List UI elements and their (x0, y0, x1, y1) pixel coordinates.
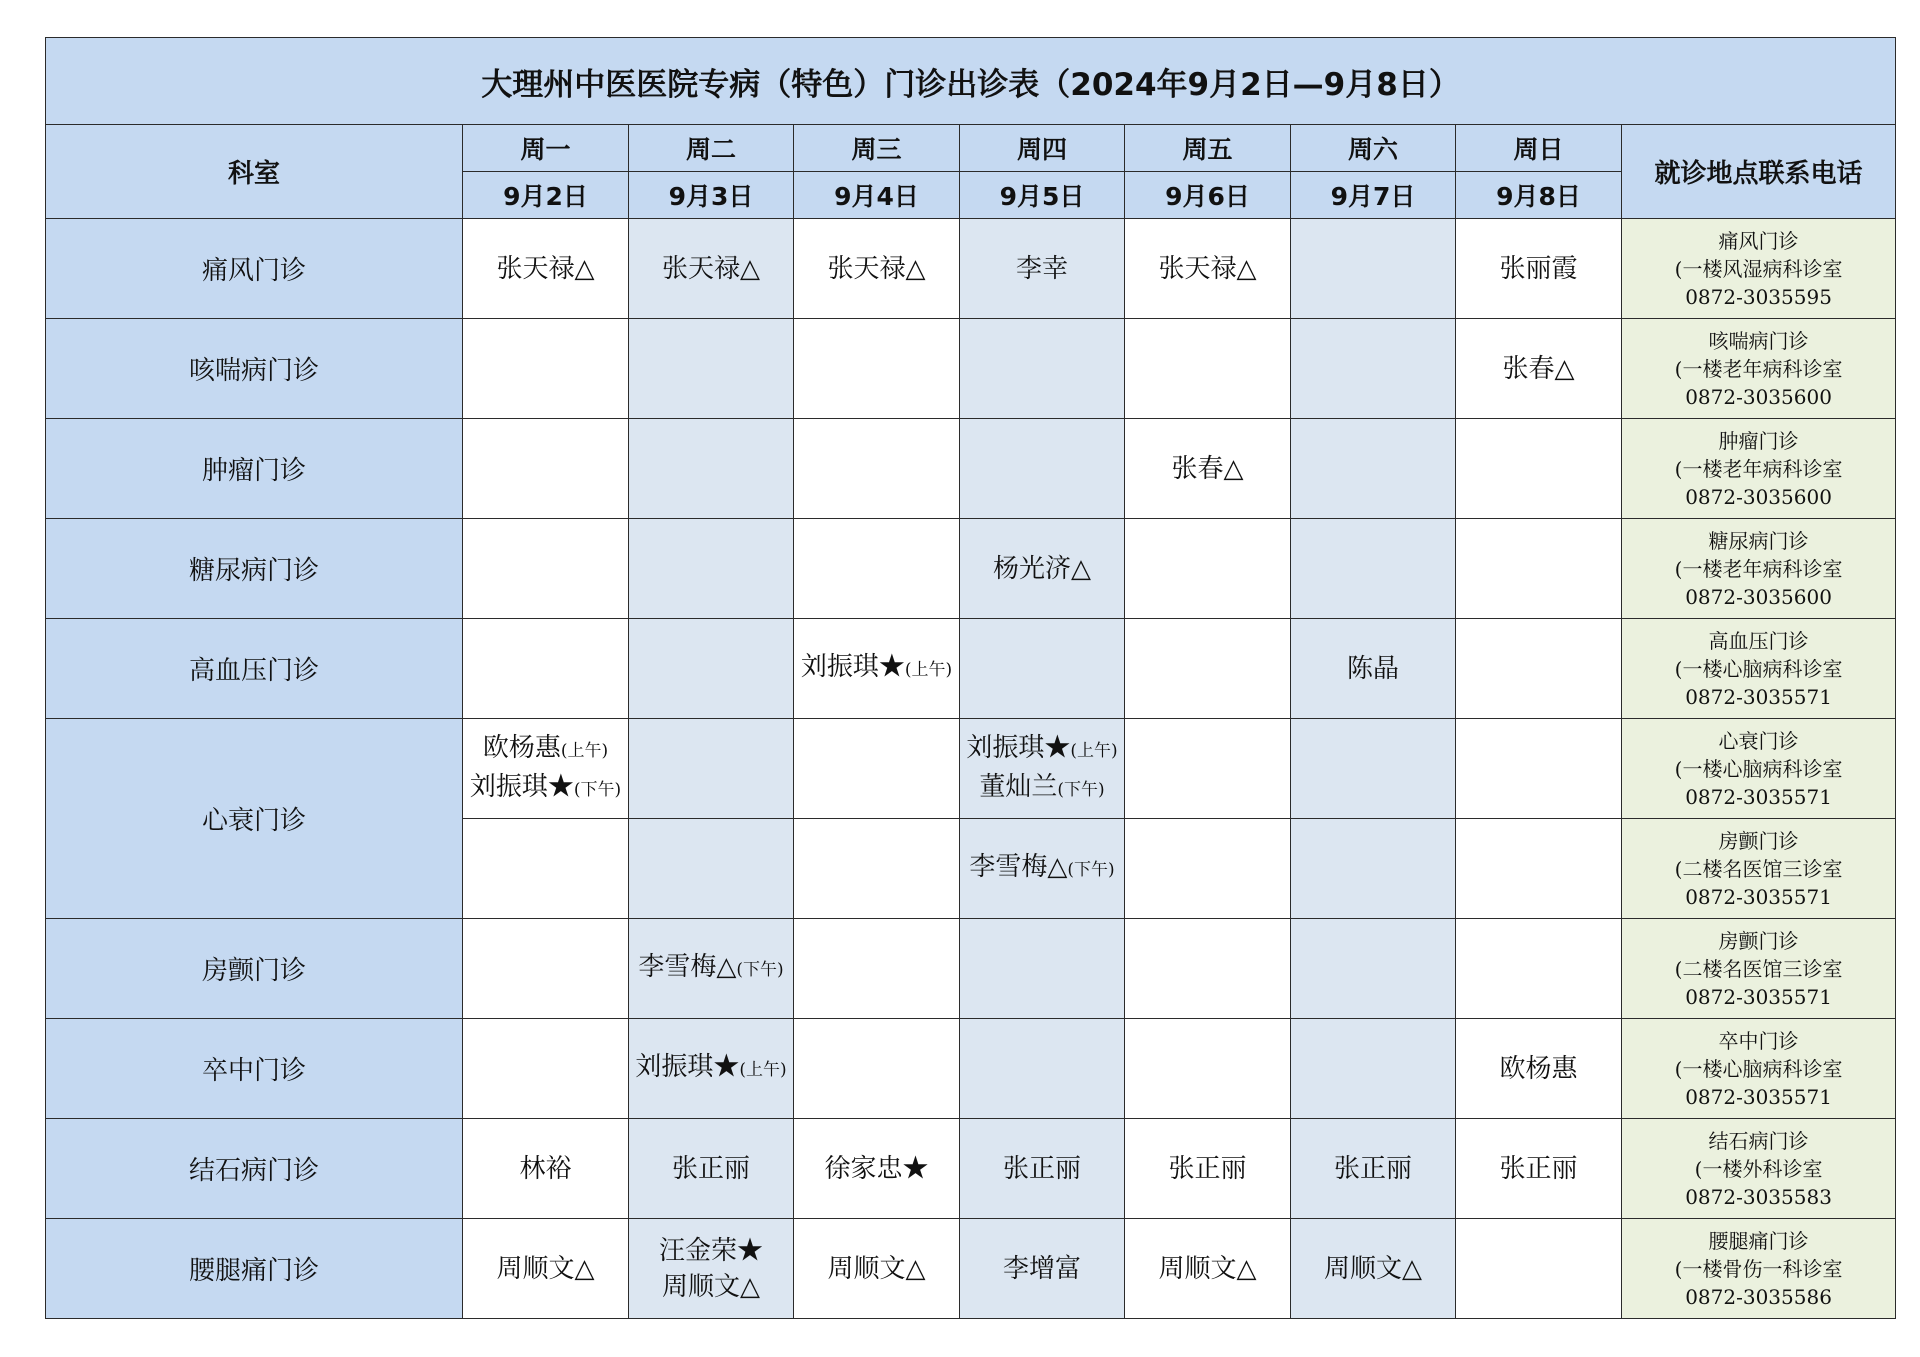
doctor-name: 周顺文△ (827, 1253, 926, 1284)
contact-line: 房颤门诊 (1718, 828, 1799, 853)
contact-line: 0872-3035571 (1685, 684, 1832, 709)
contact-cell (1622, 719, 1896, 819)
header-day: 周一 (463, 125, 629, 172)
schedule-cell (1456, 1119, 1622, 1219)
contact-line: 腰腿痛门诊 (1708, 1228, 1809, 1253)
contact-line: 痛风门诊 (1718, 228, 1799, 253)
table-row (46, 1119, 1896, 1219)
schedule-cell (1456, 819, 1622, 919)
doctor-name: 李幸 (1015, 253, 1068, 284)
schedule-cell (1125, 619, 1291, 719)
session-note: (上午) (739, 1060, 787, 1080)
schedule-cell (1125, 919, 1291, 1019)
doctor-name: 刘振琪★(上午) (966, 732, 1118, 763)
doctor-name: 张正丽 (671, 1153, 750, 1184)
schedule-cell (1291, 619, 1456, 719)
schedule-cell (960, 819, 1125, 919)
doctor-name: 李增富 (1002, 1253, 1081, 1284)
doctor-name: 张天禄△ (662, 253, 760, 284)
session-note: (下午) (1067, 860, 1115, 880)
header-day: 周三 (794, 125, 960, 172)
doctor-name: 张正丽 (1002, 1153, 1081, 1184)
dept-cell: 高血压门诊 (46, 619, 463, 719)
dept-cell: 房颤门诊 (46, 919, 463, 1019)
schedule-cell (629, 919, 794, 1019)
schedule-cell (1291, 419, 1456, 519)
contact-cell (1622, 819, 1896, 919)
doctor-name: 张春△ (1502, 353, 1575, 384)
contact-line: 0872-3035600 (1685, 484, 1832, 509)
contact-line: (一楼老年病科诊室 (1674, 356, 1843, 381)
header-contact: 就诊地点联系电话 (1622, 125, 1896, 219)
contact-line: (一楼老年病科诊室 (1674, 456, 1843, 481)
contact-line: (一楼心脑病科诊室 (1674, 1056, 1843, 1081)
session-note: (下午) (736, 960, 784, 980)
schedule-cell (463, 819, 629, 919)
schedule-cell (1456, 1019, 1622, 1119)
schedule-cell (1125, 1219, 1291, 1319)
schedule-cell (960, 1219, 1125, 1319)
schedule-cell (1456, 319, 1622, 419)
schedule-cell (794, 719, 960, 819)
schedule-cell (629, 619, 794, 719)
session-note: (下午) (573, 779, 622, 800)
contact-cell (1622, 219, 1896, 319)
contact-line: 肿瘤门诊 (1718, 428, 1799, 453)
header-date: 9月6日 (1125, 172, 1291, 219)
table-row (46, 619, 1896, 719)
schedule-cell (463, 719, 629, 819)
schedule-cell (1125, 319, 1291, 419)
schedule-cell (960, 619, 1125, 719)
contact-line: 0872-3035571 (1685, 984, 1832, 1009)
contact-cell (1622, 419, 1896, 519)
dept-cell: 心衰门诊 (46, 719, 463, 919)
contact-line: (一楼心脑病科诊室 (1674, 756, 1843, 781)
contact-line: 房颤门诊 (1718, 928, 1799, 953)
schedule-cell (1125, 819, 1291, 919)
doctor-name: 陈晶 (1346, 653, 1399, 684)
contact-line: (一楼老年病科诊室 (1674, 556, 1843, 581)
schedule-cell (463, 519, 629, 619)
schedule-cell (1456, 919, 1622, 1019)
dept-cell: 肿瘤门诊 (46, 419, 463, 519)
doctor-name: 欧杨惠(上午) (482, 732, 609, 763)
schedule-cell (463, 919, 629, 1019)
schedule-cell (1291, 919, 1456, 1019)
contact-line: 0872-3035583 (1685, 1184, 1832, 1209)
schedule-cell (463, 419, 629, 519)
schedule-cell (463, 619, 629, 719)
schedule-cell (463, 319, 629, 419)
contact-line: (一楼骨伤一科诊室 (1674, 1256, 1843, 1281)
schedule-cell (960, 1119, 1125, 1219)
contact-line: (二楼名医馆三诊室 (1674, 856, 1843, 881)
header-day: 周五 (1125, 125, 1291, 172)
schedule-cell (1291, 1219, 1456, 1319)
session-note: (上午) (904, 660, 953, 680)
schedule-cell (794, 1019, 960, 1119)
contact-line: 0872-3035586 (1685, 1284, 1832, 1309)
dept-cell: 结石病门诊 (46, 1119, 463, 1219)
schedule-cell (1125, 219, 1291, 319)
doctor-name: 刘振琪★(下午) (469, 771, 622, 802)
schedule-cell (1125, 1019, 1291, 1119)
schedule-cell (960, 919, 1125, 1019)
contact-cell (1622, 1219, 1896, 1319)
doctor-name: 刘振琪★(上午) (800, 652, 953, 682)
contact-line: 0872-3035571 (1685, 784, 1832, 809)
contact-cell (1622, 619, 1896, 719)
contact-line: 咳喘病门诊 (1708, 328, 1809, 353)
doctor-name: 张春△ (1171, 453, 1244, 484)
header-date: 9月4日 (794, 172, 960, 219)
schedule-cell (629, 219, 794, 319)
schedule-cell (629, 1219, 794, 1319)
schedule-cell (463, 219, 629, 319)
header-date: 9月5日 (960, 172, 1125, 219)
schedule-cell (960, 1019, 1125, 1119)
doctor-name: 周顺文△ (496, 1253, 595, 1284)
schedule-cell (629, 1119, 794, 1219)
contact-line: 心衰门诊 (1718, 728, 1799, 753)
table-row (46, 319, 1896, 419)
contact-line: (一楼心脑病科诊室 (1674, 656, 1843, 681)
contact-cell (1622, 1019, 1896, 1119)
contact-line: (一楼风湿病科诊室 (1674, 256, 1843, 281)
schedule-cell (794, 419, 960, 519)
schedule-cell (1125, 719, 1291, 819)
schedule-cell (1456, 1219, 1622, 1319)
contact-line: 高血压门诊 (1708, 628, 1809, 653)
contact-line: 结石病门诊 (1708, 1128, 1809, 1153)
doctor-name: 徐家忠★ (824, 1153, 929, 1184)
schedule-cell (1291, 219, 1456, 319)
doctor-name: 刘振琪★(上午) (635, 1052, 787, 1082)
doctor-name: 张正丽 (1168, 1153, 1247, 1184)
table-row (46, 1219, 1896, 1319)
table-row (46, 519, 1896, 619)
contact-line: 0872-3035600 (1685, 584, 1832, 609)
doctor-name: 张天禄△ (1158, 253, 1257, 284)
schedule-cell (1456, 719, 1622, 819)
schedule-cell (794, 819, 960, 919)
schedule-cell (463, 1119, 629, 1219)
doctor-name: 林裕 (519, 1153, 572, 1184)
schedule-cell (1291, 1019, 1456, 1119)
doctor-name: 周顺文△ (1324, 1253, 1422, 1284)
schedule-cell (960, 419, 1125, 519)
table-row (46, 719, 1896, 819)
schedule-cell (1456, 419, 1622, 519)
page-title: 大理州中医医院专病（特色）门诊出诊表（2024年9月2日—9月8日） (46, 38, 1896, 125)
schedule-cell (960, 519, 1125, 619)
schedule-cell (1291, 319, 1456, 419)
schedule-cell (629, 819, 794, 919)
doctor-name: 杨光济△ (993, 553, 1091, 584)
schedule-cell (794, 219, 960, 319)
schedule-cell (463, 1219, 629, 1319)
schedule-cell (463, 1019, 629, 1119)
doctor-name: 张天禄△ (496, 253, 595, 284)
header-day: 周日 (1456, 125, 1622, 172)
contact-line: 0872-3035571 (1685, 1084, 1832, 1109)
header-day: 周四 (960, 125, 1125, 172)
schedule-cell (629, 1019, 794, 1119)
doctor-name: 张天禄△ (827, 253, 926, 284)
contact-line: 0872-3035571 (1685, 884, 1832, 909)
contact-line: 糖尿病门诊 (1708, 528, 1809, 553)
schedule-cell (960, 719, 1125, 819)
contact-line: 0872-3035595 (1685, 284, 1832, 309)
dept-cell: 咳喘病门诊 (46, 319, 463, 419)
schedule-table (45, 37, 1896, 1319)
contact-cell (1622, 319, 1896, 419)
table-row (46, 419, 1896, 519)
contact-line: 0872-3035600 (1685, 384, 1832, 409)
schedule-cell (794, 619, 960, 719)
schedule-cell (629, 519, 794, 619)
session-note: (下午) (1057, 779, 1105, 800)
contact-line: 卒中门诊 (1718, 1028, 1799, 1053)
dept-cell: 糖尿病门诊 (46, 519, 463, 619)
schedule-cell (1291, 719, 1456, 819)
doctor-name: 张正丽 (1499, 1153, 1578, 1184)
schedule-cell (1456, 219, 1622, 319)
doctor-name: 董灿兰(下午) (979, 771, 1105, 802)
schedule-cell (1125, 1119, 1291, 1219)
header-date: 9月7日 (1291, 172, 1456, 219)
dept-cell: 卒中门诊 (46, 1019, 463, 1119)
schedule-cell (794, 519, 960, 619)
schedule-cell (629, 319, 794, 419)
contact-cell (1622, 519, 1896, 619)
schedule-cell (794, 919, 960, 1019)
contact-line: (一楼外科诊室 (1694, 1156, 1823, 1181)
schedule-cell (1291, 1119, 1456, 1219)
header-day: 周二 (629, 125, 794, 172)
header-date: 9月3日 (629, 172, 794, 219)
schedule-cell (794, 1219, 960, 1319)
schedule-cell (1456, 619, 1622, 719)
schedule-cell (629, 719, 794, 819)
doctor-name: 周顺文△ (662, 1271, 760, 1302)
contact-line: (二楼名医馆三诊室 (1674, 956, 1843, 981)
contact-cell (1622, 919, 1896, 1019)
table-row (46, 219, 1896, 319)
table-row (46, 919, 1896, 1019)
session-note: (上午) (1070, 740, 1118, 761)
doctor-name: 周顺文△ (1158, 1253, 1257, 1284)
header-day: 周六 (1291, 125, 1456, 172)
dept-cell: 腰腿痛门诊 (46, 1219, 463, 1319)
schedule-cell (1125, 419, 1291, 519)
dept-cell: 痛风门诊 (46, 219, 463, 319)
doctor-name: 李雪梅△(下午) (969, 852, 1115, 882)
doctor-name: 张丽霞 (1499, 253, 1578, 284)
session-note: (上午) (560, 740, 609, 761)
header-date: 9月2日 (463, 172, 629, 219)
schedule-cell (794, 319, 960, 419)
schedule-cell (1456, 519, 1622, 619)
schedule-cell (1291, 819, 1456, 919)
schedule-cell (960, 319, 1125, 419)
doctor-name: 李雪梅△(下午) (638, 952, 784, 982)
header-date: 9月8日 (1456, 172, 1622, 219)
schedule-cell (1125, 519, 1291, 619)
doctor-name: 汪金荣★ (658, 1235, 763, 1266)
schedule-cell (794, 1119, 960, 1219)
contact-cell (1622, 1119, 1896, 1219)
header-dept: 科室 (46, 125, 463, 219)
doctor-name: 欧杨惠 (1499, 1053, 1578, 1084)
schedule-cell (629, 419, 794, 519)
schedule-cell (960, 219, 1125, 319)
schedule-cell (1291, 519, 1456, 619)
doctor-name: 张正丽 (1333, 1153, 1412, 1184)
table-row (46, 1019, 1896, 1119)
